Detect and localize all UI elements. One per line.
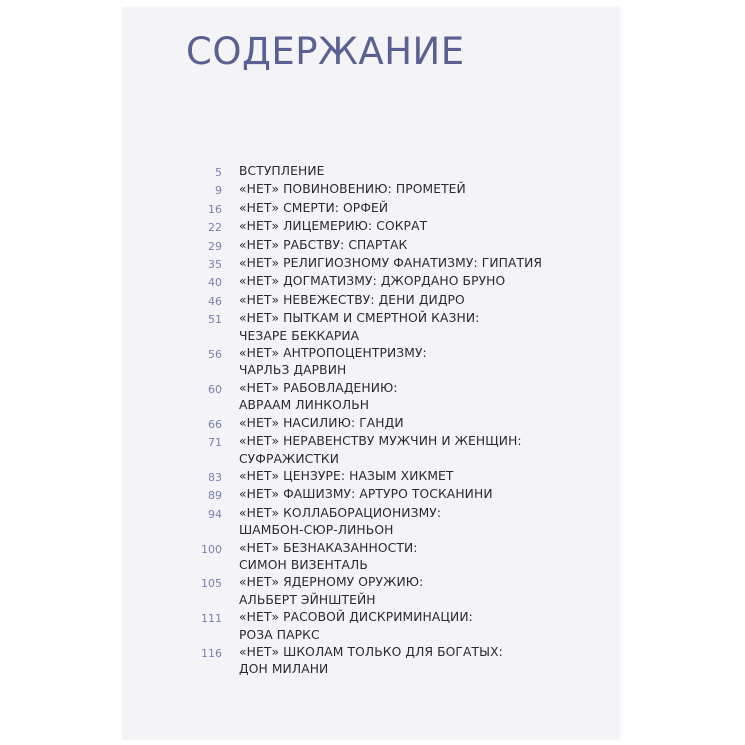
toc-entry-line: СИМОН ВИЗЕНТАЛЬ [239, 557, 368, 572]
toc-entry [192, 218, 592, 236]
toc-entry-line: «НЕТ» РАБСТВУ: СПАРТАК [239, 237, 408, 252]
toc-entry-line: «НЕТ» НАСИЛИЮ: ГАНДИ [239, 415, 404, 430]
toc-page-number: 66 [208, 417, 222, 431]
toc-page-number: 60 [208, 382, 222, 396]
toc-entry-line: ВСТУПЛЕНИЕ [239, 164, 325, 178]
toc-entry-title [239, 310, 479, 345]
toc-page-number: 83 [208, 470, 222, 484]
toc-entry-title [239, 415, 404, 432]
toc-entry [192, 574, 592, 609]
toc-entry-title [239, 505, 441, 540]
toc-page-number: 9 [215, 184, 222, 198]
toc-entry-line: «НЕТ» ЦЕНЗУРЕ: НАЗЫМ ХИКМЕТ [239, 468, 454, 483]
toc-entry-title [239, 163, 325, 180]
table-of-contents [192, 163, 592, 679]
toc-entry-title [239, 200, 388, 217]
toc-entry-title [239, 181, 466, 198]
toc-entry-title [239, 486, 493, 503]
toc-entry [192, 255, 592, 273]
toc-entry [192, 644, 592, 679]
toc-entry-line: «НЕТ» НЕВЕЖЕСТВУ: ДЕНИ ДИДРО [239, 292, 465, 307]
toc-entry-line: «НЕТ» ПЫТКАМ И СМЕРТНОЙ КАЗНИ: [239, 311, 480, 326]
toc-entry [192, 505, 592, 540]
toc-entry-line: «НЕТ» НЕРАВЕНСТВУ МУЖЧИН И ЖЕНЩИН: [239, 434, 522, 449]
toc-entry-line: ДОН МИЛАНИ [239, 662, 329, 677]
toc-entry [192, 237, 592, 255]
toc-entry-title [239, 345, 427, 380]
toc-page-number: 100 [201, 542, 222, 556]
toc-page-number: 35 [208, 258, 222, 272]
toc-page-number: 116 [201, 646, 222, 660]
toc-entry-title [239, 380, 398, 415]
toc-entry-title [239, 433, 522, 468]
toc-entry-line: ШАМБОН-СЮР-ЛИНЬОН [239, 523, 394, 538]
toc-page-number: 46 [208, 294, 222, 308]
toc-entry-line: «НЕТ» РАБОВЛАДЕНИЮ: [239, 380, 398, 395]
toc-entry-line: «НЕТ» ПОВИНОВЕНИЮ: ПРОМЕТЕЙ [239, 182, 466, 197]
toc-entry-title [239, 292, 465, 309]
toc-entry-line: «НЕТ» ФАШИЗМУ: АРТУРО ТОСКАНИНИ [239, 487, 493, 502]
toc-entry-line: «НЕТ» БЕЗНАКАЗАННОСТИ: [239, 540, 418, 555]
toc-entry-title [239, 273, 505, 290]
toc-entry [192, 433, 592, 468]
toc-entry-line: АВРААМ ЛИНКОЛЬН [239, 398, 370, 413]
toc-entry [192, 181, 592, 199]
toc-entry [192, 292, 592, 310]
toc-entry [192, 345, 592, 380]
toc-entry-line: РОЗА ПАРКС [239, 627, 320, 642]
toc-entry [192, 380, 592, 415]
toc-entry-line: «НЕТ» ДОГМАТИЗМУ: ДЖОРДАНО БРУНО [239, 274, 506, 289]
toc-entry-line: «НЕТ» ЯДЕРНОМУ ОРУЖИЮ: [239, 575, 424, 590]
toc-entry-title [239, 574, 423, 609]
toc-entry-title [239, 609, 473, 644]
toc-page-number: 5 [215, 166, 222, 179]
toc-page-number: 29 [208, 239, 222, 253]
toc-entry [192, 415, 592, 433]
toc-page-number: 89 [208, 489, 222, 503]
toc-entry-line: ЧАРЛЬЗ ДАРВИН [239, 363, 347, 378]
toc-page-number: 105 [201, 577, 222, 591]
toc-entry-title [239, 644, 503, 679]
toc-page-number: 16 [208, 202, 222, 216]
toc-entry-line: «НЕТ» АНТРОПОЦЕНТРИЗМУ: [239, 346, 427, 361]
toc-page-number: 71 [208, 436, 222, 450]
toc-entry-line: АЛЬБЕРТ ЭЙНШТЕЙН [239, 592, 376, 607]
toc-entry-title [239, 540, 417, 575]
toc-page-number: 40 [208, 276, 222, 290]
toc-entry-line: «НЕТ» РАСОВОЙ ДИСКРИМИНАЦИИ: [239, 610, 473, 625]
toc-page-number: 22 [208, 221, 222, 235]
toc-entry-line: «НЕТ» КОЛЛАБОРАЦИОНИЗМУ: [239, 505, 442, 520]
toc-entry-line: ЧЕЗАРЕ БЕККАРИА [239, 328, 360, 343]
toc-entry-line: СУФРАЖИСТКИ [239, 451, 340, 466]
toc-page-number: 51 [208, 313, 222, 327]
toc-page-number: 94 [208, 507, 222, 521]
toc-entry-title [239, 468, 454, 485]
toc-entry [192, 468, 592, 486]
toc-entry-line: «НЕТ» ЛИЦЕМЕРИЮ: СОКРАТ [239, 219, 428, 234]
toc-entry-line: «НЕТ» СМЕРТИ: ОРФЕЙ [239, 200, 389, 215]
toc-entry [192, 310, 592, 345]
toc-entry [192, 540, 592, 575]
toc-page-number: 56 [208, 348, 222, 362]
toc-entry [192, 609, 592, 644]
toc-page-number: 111 [201, 612, 222, 626]
toc-entry-line: «НЕТ» ШКОЛАМ ТОЛЬКО ДЛЯ БОГАТЫХ: [239, 644, 503, 659]
toc-entry-line: «НЕТ» РЕЛИГИОЗНОМУ ФАНАТИЗМУ: ГИПАТИЯ [239, 256, 543, 271]
page-title: СОДЕРЖАНИЕ [186, 30, 465, 73]
toc-entry-title [239, 218, 427, 235]
toc-entry [192, 163, 592, 181]
toc-entry-title [239, 255, 542, 272]
toc-entry [192, 273, 592, 291]
toc-entry-title [239, 237, 407, 254]
toc-entry [192, 200, 592, 218]
toc-entry [192, 486, 592, 504]
